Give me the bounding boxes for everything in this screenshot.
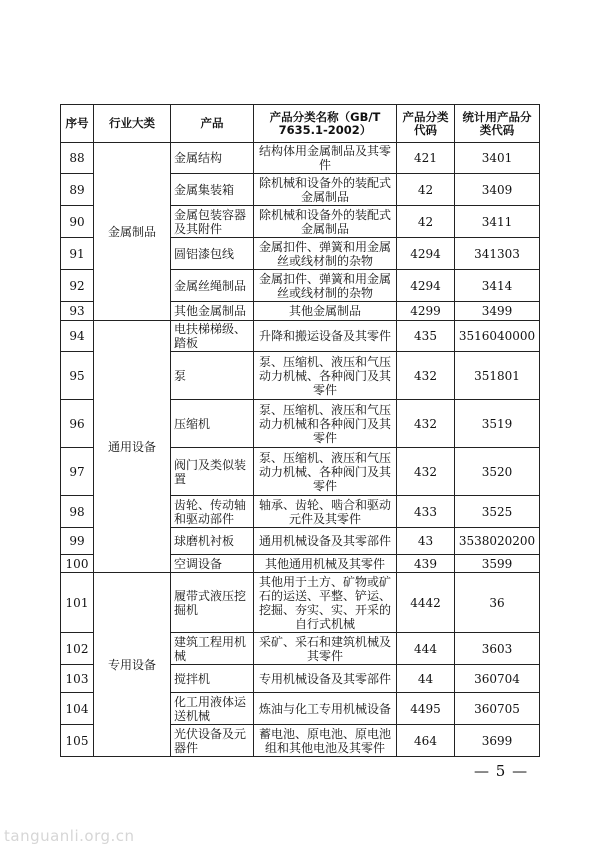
row-class-name: 其他金属制品 [254,302,397,321]
product-table [60,104,540,757]
row-stat-code: 3599 [455,555,540,573]
row-stat-code: 3409 [455,174,540,206]
category-cell: 金属制品 [94,143,171,321]
row-product: 球磨机衬板 [171,528,254,555]
row-no: 102 [61,633,94,665]
table-row [61,321,540,352]
category-cell: 通用设备 [94,321,171,573]
row-class-code: 42 [397,174,455,206]
row-class-name: 泵、压缩机、液压和气压动力机械、各种阀门及其零件 [254,352,397,400]
row-class-name: 采矿、采石和建筑机械及其零件 [254,633,397,665]
row-product: 齿轮、传动轴和驱动部件 [171,496,254,528]
row-product: 化工用液体运送机械 [171,693,254,725]
row-product: 金属结构 [171,143,254,174]
row-no: 95 [61,352,94,400]
row-class-code: 444 [397,633,455,665]
row-class-code: 43 [397,528,455,555]
row-class-code: 421 [397,143,455,174]
row-stat-code: 360704 [455,665,540,693]
row-no: 105 [61,725,94,757]
row-no: 92 [61,270,94,302]
row-no: 91 [61,238,94,270]
table-row [61,573,540,633]
row-stat-code: 3516040000 [455,321,540,352]
row-product: 金属丝绳制品 [171,270,254,302]
row-class-code: 432 [397,352,455,400]
row-no: 96 [61,400,94,448]
row-class-code: 4294 [397,270,455,302]
row-class-name: 专用机械设备及其零部件 [254,665,397,693]
row-class-code: 464 [397,725,455,757]
row-stat-code: 351801 [455,352,540,400]
row-stat-code: 3519 [455,400,540,448]
row-stat-code: 3525 [455,496,540,528]
row-stat-code: 3499 [455,302,540,321]
row-class-name: 金属扣件、弹簧和用金属丝或线材制的杂物 [254,270,397,302]
row-class-code: 435 [397,321,455,352]
row-product: 金属包装容器及其附件 [171,206,254,238]
row-product: 履带式液压挖掘机 [171,573,254,633]
table-header-row [61,105,540,143]
row-stat-code: 360705 [455,693,540,725]
row-no: 101 [61,573,94,633]
row-class-name: 泵、压缩机、液压和气压动力机械和各种阀门及其零件 [254,400,397,448]
page-number: — 5 — [474,762,529,780]
row-class-name: 除机械和设备外的装配式金属制品 [254,174,397,206]
row-class-name: 轴承、齿轮、啮合和驱动元件及其零件 [254,496,397,528]
row-product: 圆铝漆包线 [171,238,254,270]
row-stat-code: 3538020200 [455,528,540,555]
header-product: 产品 [171,105,254,143]
row-class-code: 4294 [397,238,455,270]
row-no: 98 [61,496,94,528]
row-class-code: 432 [397,400,455,448]
row-product: 光伏设备及元器件 [171,725,254,757]
header-class-name: 产品分类名称（GB/T 7635.1-2002） [254,105,397,143]
row-product: 压缩机 [171,400,254,448]
row-class-name: 结构体用金属制品及其零件 [254,143,397,174]
row-product: 泵 [171,352,254,400]
row-class-code: 4495 [397,693,455,725]
table-row [61,143,540,174]
row-class-name: 升降和搬运设备及其零件 [254,321,397,352]
row-class-name: 炼油与化工专用机械设备 [254,693,397,725]
row-product: 电扶梯梯级、踏板 [171,321,254,352]
header-industry: 行业大类 [94,105,171,143]
row-no: 99 [61,528,94,555]
row-no: 103 [61,665,94,693]
row-class-name: 其他通用机械及其零件 [254,555,397,573]
header-stat-code: 统计用产品分类代码 [455,105,540,143]
row-product: 空调设备 [171,555,254,573]
row-product: 其他金属制品 [171,302,254,321]
category-cell: 专用设备 [94,573,171,757]
watermark: tanguanli.org.cn [4,827,135,845]
row-stat-code: 3520 [455,448,540,496]
header-no: 序号 [61,105,94,143]
row-stat-code: 3603 [455,633,540,665]
row-no: 94 [61,321,94,352]
row-class-name: 蓄电池、原电池、原电池组和其他电池及其零件 [254,725,397,757]
row-no: 97 [61,448,94,496]
row-stat-code: 3411 [455,206,540,238]
row-stat-code: 36 [455,573,540,633]
row-no: 89 [61,174,94,206]
row-class-code: 432 [397,448,455,496]
row-class-name: 泵、压缩机、液压和气压动力机械、各种阀门及其零件 [254,448,397,496]
row-product: 阀门及类似装置 [171,448,254,496]
row-stat-code: 3699 [455,725,540,757]
row-class-code: 4442 [397,573,455,633]
row-class-name: 除机械和设备外的装配式金属制品 [254,206,397,238]
row-class-name: 通用机械设备及其零部件 [254,528,397,555]
row-class-code: 439 [397,555,455,573]
row-stat-code: 341303 [455,238,540,270]
row-class-code: 44 [397,665,455,693]
row-class-code: 42 [397,206,455,238]
row-product: 搅拌机 [171,665,254,693]
row-class-code: 433 [397,496,455,528]
row-class-name: 其他用于土方、矿物或矿石的运送、平整、铲运、挖掘、夯实、实、开采的自行式机械 [254,573,397,633]
row-class-name: 金属扣件、弹簧和用金属丝或线材制的杂物 [254,238,397,270]
row-no: 100 [61,555,94,573]
row-no: 104 [61,693,94,725]
row-stat-code: 3414 [455,270,540,302]
row-stat-code: 3401 [455,143,540,174]
row-no: 90 [61,206,94,238]
row-class-code: 4299 [397,302,455,321]
row-no: 93 [61,302,94,321]
header-class-code: 产品分类代码 [397,105,455,143]
row-no: 88 [61,143,94,174]
row-product: 金属集装箱 [171,174,254,206]
row-product: 建筑工程用机械 [171,633,254,665]
